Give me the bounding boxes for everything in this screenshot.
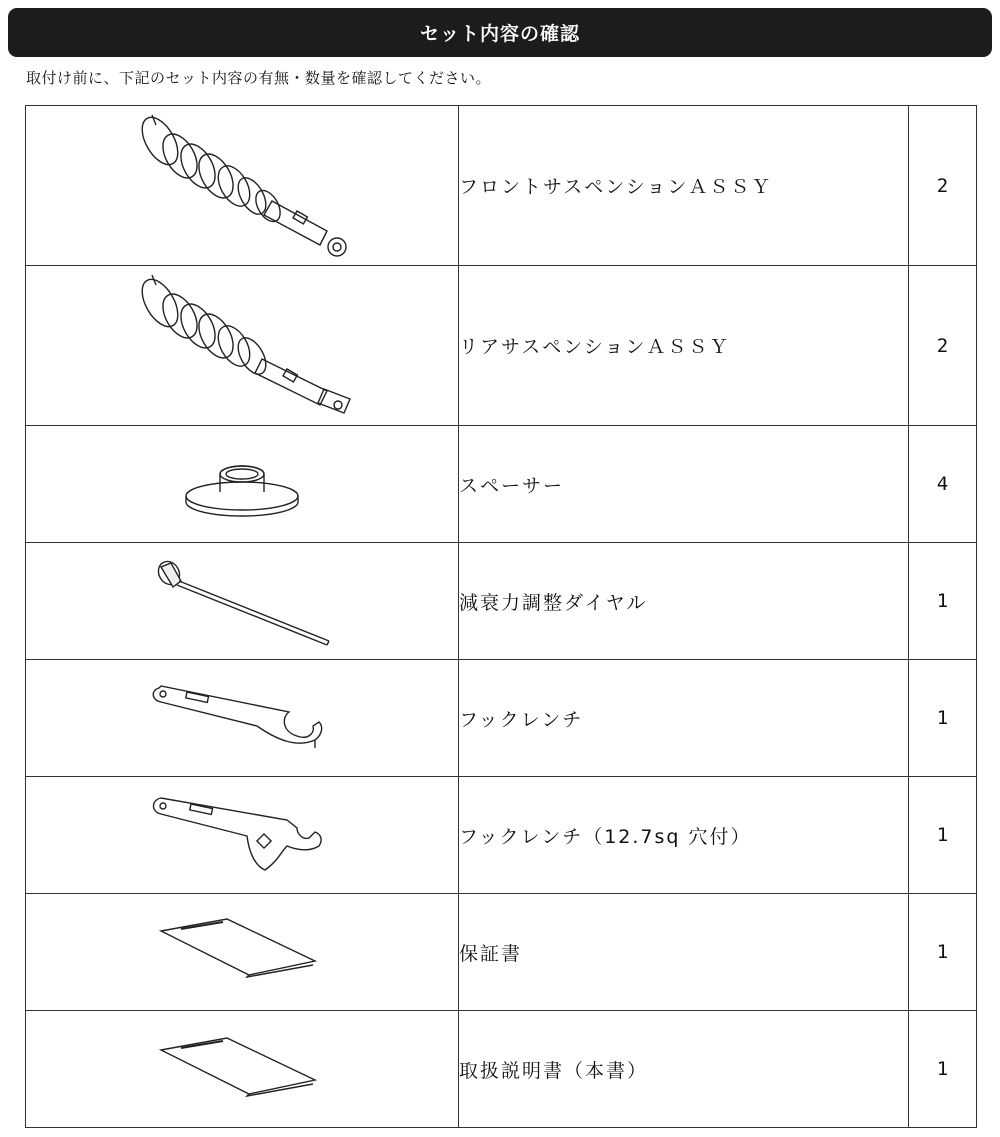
front-suspension-assy-icon bbox=[112, 111, 372, 261]
intro-text: 取付け前に、下記のセット内容の有無・数量を確認してください。 bbox=[26, 69, 492, 87]
instruction-manual-icon bbox=[157, 1034, 327, 1104]
table-row bbox=[26, 1011, 977, 1128]
item-name: 減衰力調整ダイヤル bbox=[459, 543, 909, 660]
item-quantity: 2 bbox=[909, 106, 977, 266]
item-name: スペーサー bbox=[459, 426, 909, 543]
item-name: 保証書 bbox=[459, 894, 909, 1011]
hook-wrench-icon bbox=[147, 678, 337, 758]
damping-adjust-dial-icon bbox=[147, 551, 337, 651]
item-name: 取扱説明書（本書） bbox=[459, 1011, 909, 1128]
warranty-document-icon bbox=[157, 917, 327, 987]
table-row bbox=[26, 660, 977, 777]
contents-table bbox=[25, 105, 977, 1128]
table-row bbox=[26, 894, 977, 1011]
rear-suspension-assy-icon bbox=[112, 271, 372, 421]
section-header bbox=[8, 8, 992, 57]
item-quantity: 1 bbox=[909, 1011, 977, 1128]
table-row bbox=[26, 106, 977, 266]
hook-wrench-square-hole-icon bbox=[147, 790, 337, 880]
item-name: フックレンチ bbox=[459, 660, 909, 777]
item-name: リアサスペンションＡＳＳＹ bbox=[459, 266, 909, 426]
item-quantity: 1 bbox=[909, 894, 977, 1011]
table-row bbox=[26, 777, 977, 894]
item-quantity: 1 bbox=[909, 660, 977, 777]
item-quantity: 1 bbox=[909, 543, 977, 660]
spacer-icon bbox=[172, 444, 312, 524]
item-quantity: 4 bbox=[909, 426, 977, 543]
item-name: フロントサスペンションＡＳＳＹ bbox=[459, 106, 909, 266]
item-name: フックレンチ（12.7sq 穴付） bbox=[459, 777, 909, 894]
table-row bbox=[26, 426, 977, 543]
item-quantity: 1 bbox=[909, 777, 977, 894]
table-row bbox=[26, 266, 977, 426]
page-title: セット内容の確認 bbox=[419, 23, 580, 45]
table-row bbox=[26, 543, 977, 660]
item-quantity: 2 bbox=[909, 266, 977, 426]
